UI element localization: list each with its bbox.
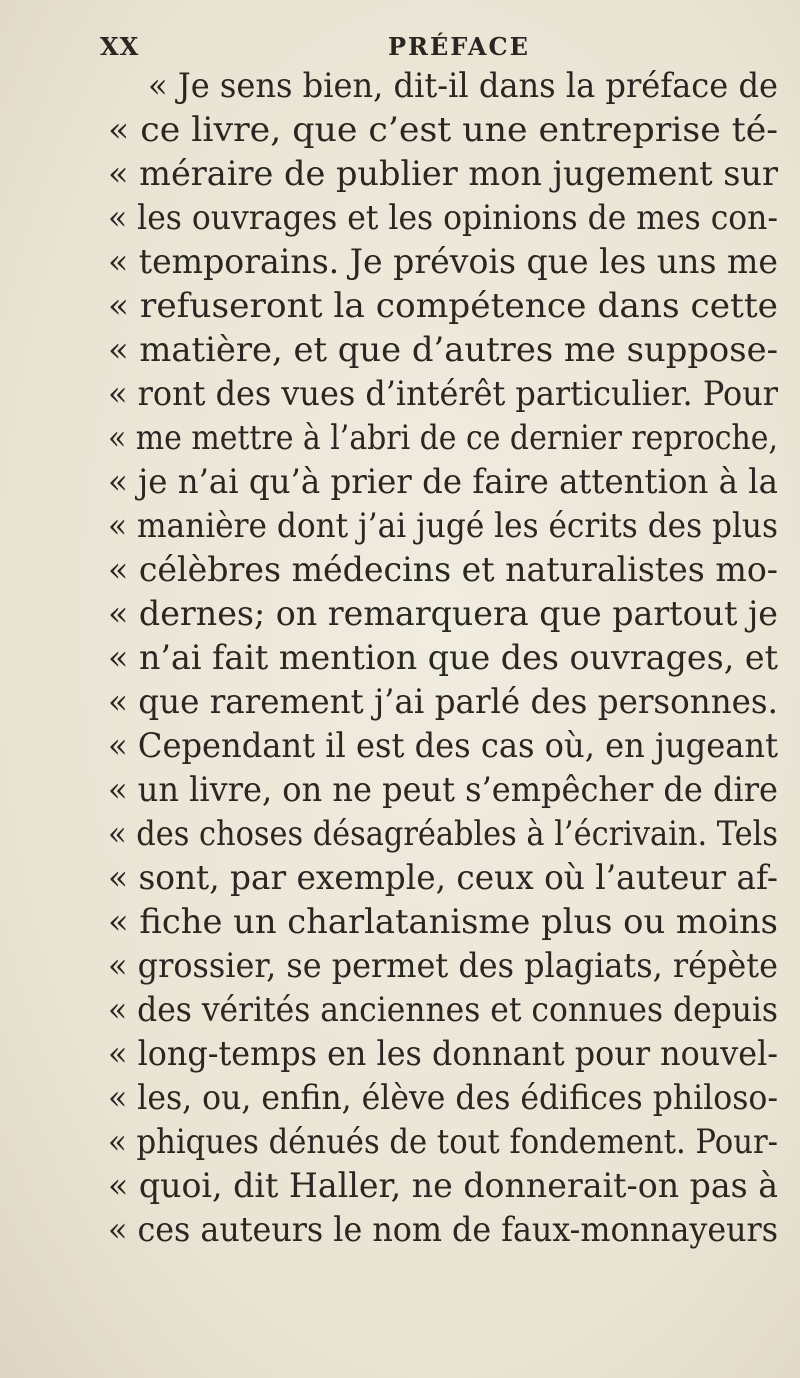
text-line: « ront des vues d’intérêt particulier. Pour bbox=[108, 374, 778, 414]
text-line: « refuseront la compétence dans cette bbox=[108, 286, 778, 326]
text-line: « n’ai fait mention que des ouvrages, et bbox=[108, 638, 778, 678]
text-line: « quoi, dit Haller, ne donnerait-on pas à bbox=[108, 1166, 778, 1206]
running-title: PRÉFACE bbox=[388, 32, 530, 61]
page-number: XX bbox=[100, 32, 140, 61]
text-line: « des vérités anciennes et connues depuis bbox=[108, 990, 778, 1030]
text-line: « méraire de publier mon jugement sur bbox=[108, 154, 778, 194]
text-line: « me mettre à l’abri de ce dernier reproche, bbox=[108, 418, 778, 458]
text-line: « je n’ai qu’à prier de faire attention à la bbox=[108, 462, 778, 502]
text-line: « ce livre, que c’est une entreprise té- bbox=[108, 110, 778, 150]
text-line: « les, ou, enfin, élève des édifices philoso- bbox=[108, 1078, 778, 1118]
running-head bbox=[0, 20, 800, 60]
text-line: « ces auteurs le nom de faux-monnayeurs bbox=[108, 1210, 778, 1250]
text-line: « grossier, se permet des plagiats, répète bbox=[108, 946, 778, 986]
text-line: « fiche un charlatanisme plus ou moins bbox=[108, 902, 778, 942]
text-line: « sont, par exemple, ceux où l’auteur af- bbox=[108, 858, 778, 898]
text-line: « un livre, on ne peut s’empêcher de dire bbox=[108, 770, 778, 810]
text-line: « phiques dénués de tout fondement. Pour- bbox=[108, 1122, 778, 1162]
text-line: « Je sens bien, dit-il dans la préface de bbox=[148, 66, 778, 106]
text-line: « célèbres médecins et naturalistes mo- bbox=[108, 550, 778, 590]
text-line: « Cependant il est des cas où, en jugeant bbox=[108, 726, 778, 766]
text-line: « dernes; on remarquera que partout je bbox=[108, 594, 778, 634]
text-line: « les ouvrages et les opinions de mes con- bbox=[108, 198, 778, 238]
text-line: « que rarement j’ai parlé des personnes. bbox=[108, 682, 778, 722]
text-line: « des choses désagréables à l’écrivain. Tels bbox=[108, 814, 778, 854]
text-line: « matière, et que d’autres me suppose- bbox=[108, 330, 778, 370]
text-line: « temporains. Je prévois que les uns me bbox=[108, 242, 778, 282]
text-line: « long-temps en les donnant pour nouvel- bbox=[108, 1034, 778, 1074]
text-line: « manière dont j’ai jugé les écrits des plus bbox=[108, 506, 778, 546]
